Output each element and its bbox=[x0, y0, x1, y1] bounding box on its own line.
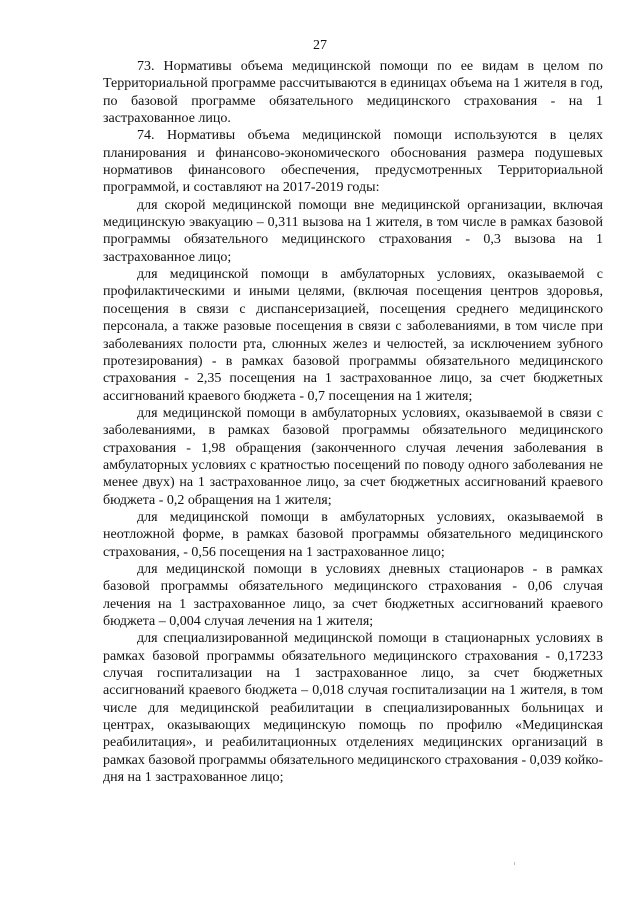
paragraph-outpatient-disease: для медицинской помощи в амбулаторных условиях, оказываемой в связи с заболеваниями, в рамках базовой программы обязательного медицинского страхования - 1,98 обращения (законченного случая лечения заболевания в амбулаторных условиях с кратностью посещений по поводу одного заболевания не менее двух) на 1 застрахованное лицо, за счет бюджетных ассигнований краевого бюджета - 0,2 обращения на 1 жителя; bbox=[103, 405, 603, 508]
scan-speck bbox=[514, 862, 515, 865]
paragraph-day-hospital: для медицинской помощи в условиях дневных стационаров - в рамках базовой программы обязательного медицинского страхования - 0,06 случая лечения на 1 застрахованное лицо, за счет бюджетных ассигнований краевого бюджета – 0,004 случая лечения на 1 жителя; bbox=[103, 561, 603, 629]
paragraph-outpatient-urgent: для медицинской помощи в амбулаторных условиях, оказываемой в неотложной форме, в рамках базовой программы обязательного медицинского страхования, - 0,56 посещения на 1 застрахованное лицо; bbox=[103, 509, 603, 560]
paragraph-inpatient-specialized: для специализированной медицинской помощи в стационарных условиях в рамках базовой программы обязательного медицинского страхования - 0,17233 случая госпитализации на 1 застрахованное лицо, за счет бюджетных ассигнований краевого бюджета – 0,018 случая госпитализации на 1 жителя, в том числе для медицинской реабилитации в специализированных больницах и центрах, оказывающих медицинскую помощь по профилю «Медицинская реабилитация», и реабилитационных отделениях медицинских организаций в рамках базовой программы обязательного медицинского страхования - 0,039 койко-дня на 1 застрахованное лицо; bbox=[103, 631, 603, 786]
paragraph-74: 74. Нормативы объема медицинской помощи используются в целях планирования и финансово-экономического обоснования размера подушевых нормативов финансового обеспечения, предусмотренных Территориальной программой, и составляют на 2017-2019 годы: bbox=[103, 128, 603, 196]
paragraph-73: 73. Нормативы объема медицинской помощи по ее видам в целом по Территориальной программе рассчитываются в единицах объема на 1 жителя в год, по базовой программе обязательного медицинского страхования - на 1 застрахованное лицо. bbox=[103, 59, 603, 127]
document-body bbox=[103, 58, 603, 786]
paragraph-ambulance: для скорой медицинской помощи вне медицинской организации, включая медицинскую эвакуацию – 0,311 вызова на 1 жителя, в том числе в рамках базовой программы обязательного медицинского страхования - 0,3 вызова на 1 застрахованное лицо; bbox=[103, 197, 603, 265]
page-number: 27 bbox=[313, 38, 327, 53]
paragraph-outpatient-preventive: для медицинской помощи в амбулаторных условиях, оказываемой с профилактическими и иными целями, (включая посещения центров здоровья, посещения в связи с диспансеризацией, посещения среднего медицинского персонала, а также разовые посещения в связи с заболеваниями, в том числе при заболеваниях полости рта, слюнных желез и челюстей, за исключением зубного протезирования) - в рамках базовой программы обязательного медицинского страхования - 2,35 посещения на 1 застрахованное лицо, за счет бюджетных ассигнований краевого бюджета - 0,7 посещения на 1 жителя; bbox=[103, 267, 603, 404]
